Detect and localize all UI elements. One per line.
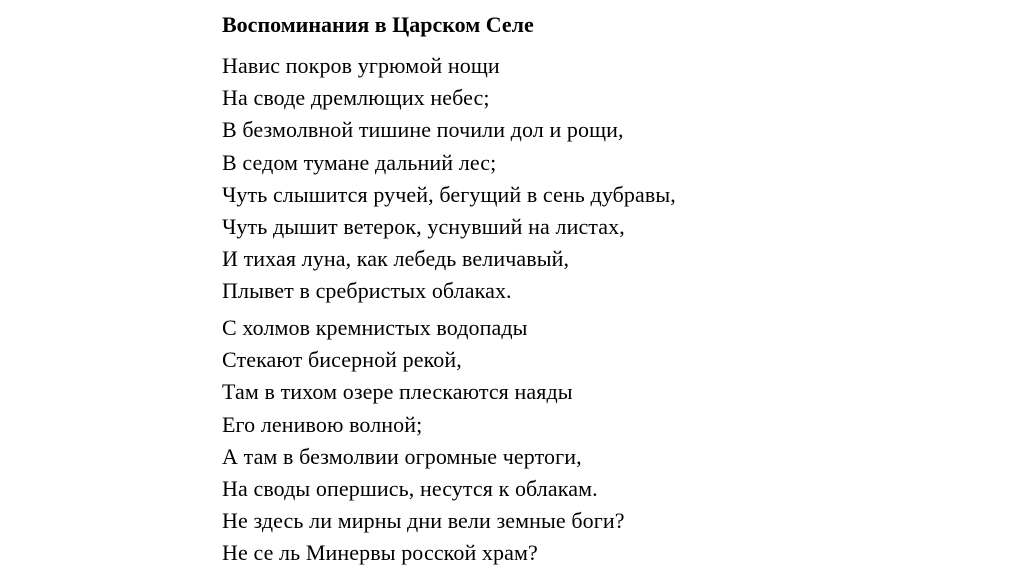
stanza-1 (222, 50, 676, 308)
verse-line: Не здесь ли мирны дни вели земные боги? (222, 508, 625, 534)
verse-line: Плывет в сребристых облаках. (222, 278, 512, 304)
verse-line: С холмов кремнистых водопады (222, 315, 528, 340)
verse-line: Не се ль Минервы росской храм? (222, 540, 538, 566)
verse-line: Его ленивою волной; (222, 411, 423, 437)
verse-line: На своды опершись, несутся к облакам. (222, 476, 598, 502)
verse-line: И тихая луна, как лебедь величавый, (222, 246, 570, 272)
verse-line: На своде дремлющих небес; (222, 85, 490, 111)
poem-title: Воспоминания в Царском Селе (222, 12, 534, 37)
verse-line: Навис покров угрюмой нощи (222, 53, 500, 78)
verse-line: Чуть дышит ветерок, уснувший на листах, (222, 214, 625, 240)
verse-line: В седом тумане дальний лес; (222, 149, 497, 175)
verse-line: Чуть слышится ручей, бегущий в сень дубравы, (222, 181, 676, 207)
verse-line: А там в безмолвии огромные чертоги, (222, 443, 582, 469)
verse-line: В безмолвной тишине почили дол и рощи, (222, 117, 624, 143)
verse-line: Там в тихом озере плескаются наяды (222, 379, 573, 405)
verse-line: Стекают бисерной рекой, (222, 347, 462, 373)
stanza-2 (222, 312, 625, 570)
